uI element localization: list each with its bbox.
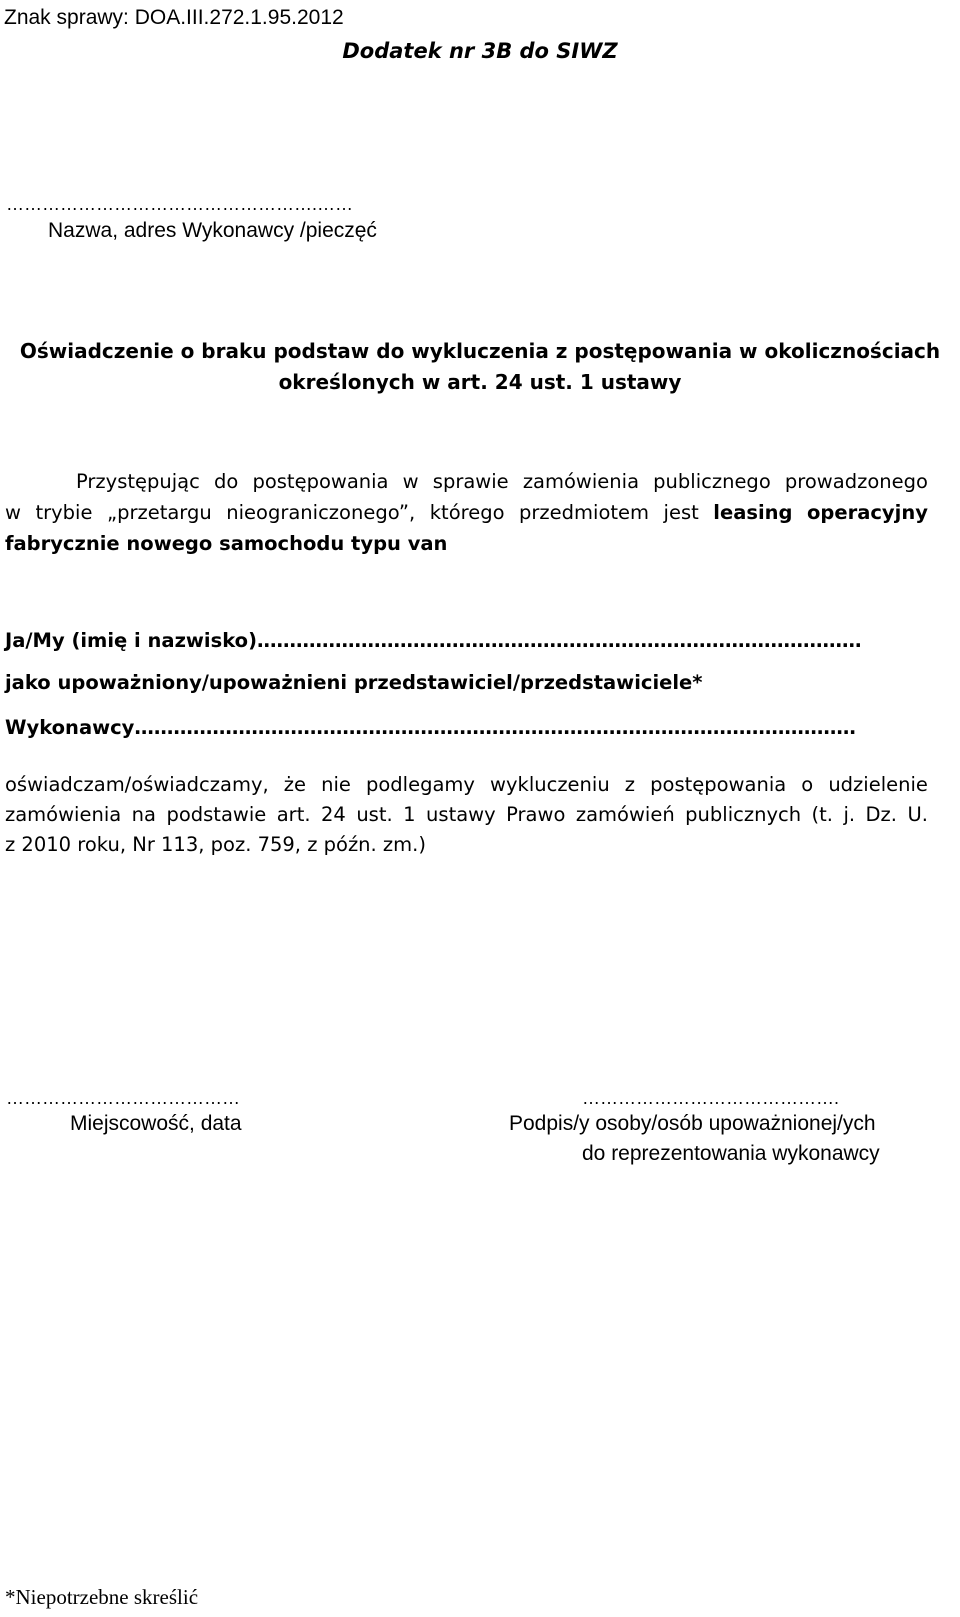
signature-label-line-1: Podpis/y osoby/osób upoważnionej/ych <box>509 1112 876 1135</box>
word: nieograniczonego”, <box>226 501 416 524</box>
signature-dots: ……………………………………. <box>582 1088 840 1108</box>
word: oświadczam/oświadczamy, <box>5 773 269 796</box>
word: „przetargu <box>106 501 212 524</box>
declaration-title-line-2: określonych w art. 24 ust. 1 ustawy <box>278 370 682 394</box>
signature-label-line-2: do reprezentowania wykonawcy <box>582 1142 880 1165</box>
word: zamówienia <box>5 803 122 826</box>
word: z <box>624 773 636 796</box>
word: wykluczeniu <box>490 773 610 796</box>
word: art. <box>276 803 311 826</box>
word: udzielenie <box>828 773 928 796</box>
representative-line: jako upoważniony/upoważnieni przedstawiciel/przedstawiciele* <box>5 671 703 694</box>
word: publicznych <box>685 803 802 826</box>
word: którego <box>429 501 505 524</box>
word: Przystępując <box>76 470 200 493</box>
word: 1 <box>403 803 416 826</box>
word: sprawie <box>432 470 509 493</box>
word: postępowania <box>650 773 787 796</box>
subject-bold-word: operacyjny <box>807 501 928 524</box>
word: U. <box>907 803 928 826</box>
word: że <box>283 773 307 796</box>
word: (t. <box>811 803 833 826</box>
word: trybie <box>35 501 93 524</box>
name-field-line: Ja/My (imię i nazwisko)………………………………………………………………………………… <box>5 629 862 652</box>
case-number: Znak sprawy: DOA.III.272.1.95.2012 <box>4 6 344 29</box>
word: prowadzonego <box>784 470 928 493</box>
word: do <box>214 470 239 493</box>
subject-bold-word: leasing <box>713 501 793 524</box>
place-date-dots: ………………………………… <box>6 1088 240 1108</box>
word: w <box>5 501 21 524</box>
intro-paragraph-line-1 <box>76 470 928 493</box>
declaration-title-line-1: Oświadczenie o braku podstaw do wykluczenia z postępowania w okolicznościach <box>19 339 941 363</box>
word: w <box>402 470 419 493</box>
statement-line-2 <box>5 803 928 826</box>
contractor-stamp-label: Nazwa, adres Wykonawcy /pieczęć <box>48 219 377 242</box>
word: nie <box>321 773 351 796</box>
intro-paragraph-line-3: fabrycznie nowego samochodu typu van <box>5 532 448 555</box>
word: postępowania <box>252 470 389 493</box>
intro-paragraph-line-2 <box>5 501 928 524</box>
word: 24 <box>321 803 346 826</box>
word: ust. <box>356 803 393 826</box>
annex-title: Dodatek nr 3B do SIWZ <box>342 39 618 63</box>
statement-line-3: z 2010 roku, Nr 113, poz. 759, z późn. zm.) <box>5 833 426 856</box>
contractor-field-line: Wykonawcy………………………………………………………………………………………………… <box>5 716 856 739</box>
word: na <box>131 803 156 826</box>
contractor-stamp-dots: …………………………………………….…… <box>6 194 354 214</box>
word: podlegamy <box>365 773 475 796</box>
word: przedmiotem <box>519 501 650 524</box>
word: publicznego <box>653 470 771 493</box>
word: jest <box>663 501 699 524</box>
word: zamówienia <box>522 470 640 493</box>
word: ustawy <box>426 803 496 826</box>
word: o <box>801 773 814 796</box>
word: Prawo <box>506 803 566 826</box>
footnote: *Niepotrzebne skreślić <box>5 1585 199 1609</box>
word: zamówień <box>575 803 675 826</box>
word: j. <box>843 803 856 826</box>
word: Dz. <box>865 803 897 826</box>
place-date-label: Miejscowość, data <box>70 1112 242 1135</box>
word: podstawie <box>166 803 267 826</box>
statement-line-1 <box>5 773 928 796</box>
